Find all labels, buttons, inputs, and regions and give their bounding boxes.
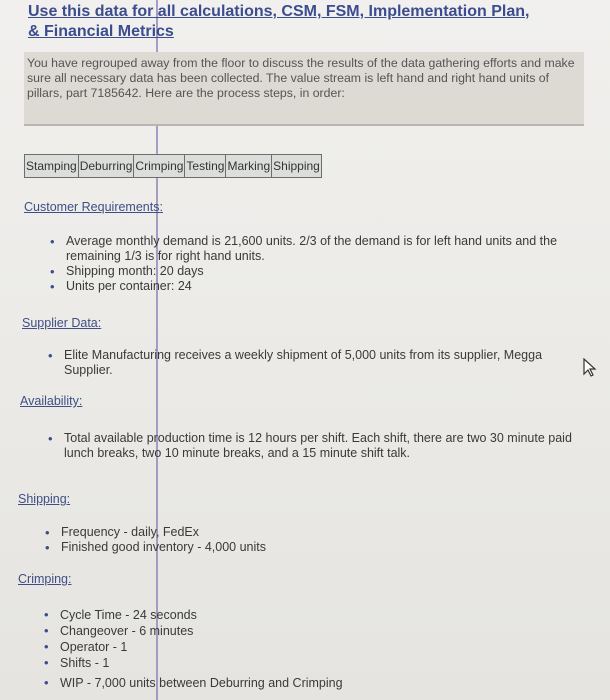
list-item: • Total available production time is 12 hours per shift. Each shift, there are two 30 minute paid lunch breaks, two 10 minute breaks, and a 15 minute shift talk. xyxy=(46,431,581,461)
list-item: • WIP - 7,000 units between Deburring and Crimping xyxy=(42,675,462,691)
customer-requirements-list xyxy=(48,234,573,294)
list-item: • Shipping month: 20 days xyxy=(48,264,573,279)
list-item: • Average monthly demand is 21,600 units. 2/3 of the demand is for left hand units and the remaining 1/3 is for right hand units. xyxy=(48,234,573,264)
list-item: • Frequency - daily, FedEx xyxy=(43,525,443,540)
document-heading xyxy=(28,2,598,42)
list-item: • Operator - 1 xyxy=(42,639,462,655)
shipping-title: Shipping: xyxy=(18,492,71,506)
list-item: • Changeover - 6 minutes xyxy=(42,623,462,639)
availability-list xyxy=(46,431,581,461)
supplier-data-list xyxy=(46,348,546,378)
availability-title: Availability: xyxy=(20,394,83,408)
list-item: • Shifts - 1 xyxy=(42,655,462,671)
heading-line-1: Use this data for all calculations, CSM, FSM, Implementation Plan, xyxy=(28,3,530,20)
process-step-testing: Testing xyxy=(185,155,226,178)
crimping-title: Crimping: xyxy=(18,572,72,586)
heading-line-2: & Financial Metrics xyxy=(28,23,174,40)
intro-paragraph: You have regrouped away from the floor to discuss the results of the data gathering efforts and make sure all necessary data has been collected. The value stream is left hand and right hand units of pillars, part 7185642. Here are the process steps, in order: xyxy=(27,56,575,100)
list-item: • Units per container: 24 xyxy=(48,279,573,294)
customer-requirements-title: Customer Requirements: xyxy=(24,200,163,214)
list-item: • Cycle Time - 24 seconds xyxy=(42,607,462,623)
process-step-crimping: Crimping xyxy=(134,155,185,178)
process-step-shipping: Shipping xyxy=(272,155,322,178)
process-step-deburring: Deburring xyxy=(78,155,134,178)
mouse-cursor-icon xyxy=(582,358,598,378)
supplier-data-title: Supplier Data: xyxy=(22,316,102,330)
shipping-list xyxy=(43,525,443,555)
process-step-marking: Marking xyxy=(226,155,272,178)
process-step-stamping: Stamping xyxy=(25,155,79,178)
process-steps-row xyxy=(25,155,322,178)
list-item: • Elite Manufacturing receives a weekly shipment of 5,000 units from its supplier, Megga Supplier. xyxy=(46,348,546,378)
crimping-list xyxy=(42,607,462,691)
process-steps-table xyxy=(24,154,322,178)
list-item: • Finished good inventory - 4,000 units xyxy=(43,540,443,555)
